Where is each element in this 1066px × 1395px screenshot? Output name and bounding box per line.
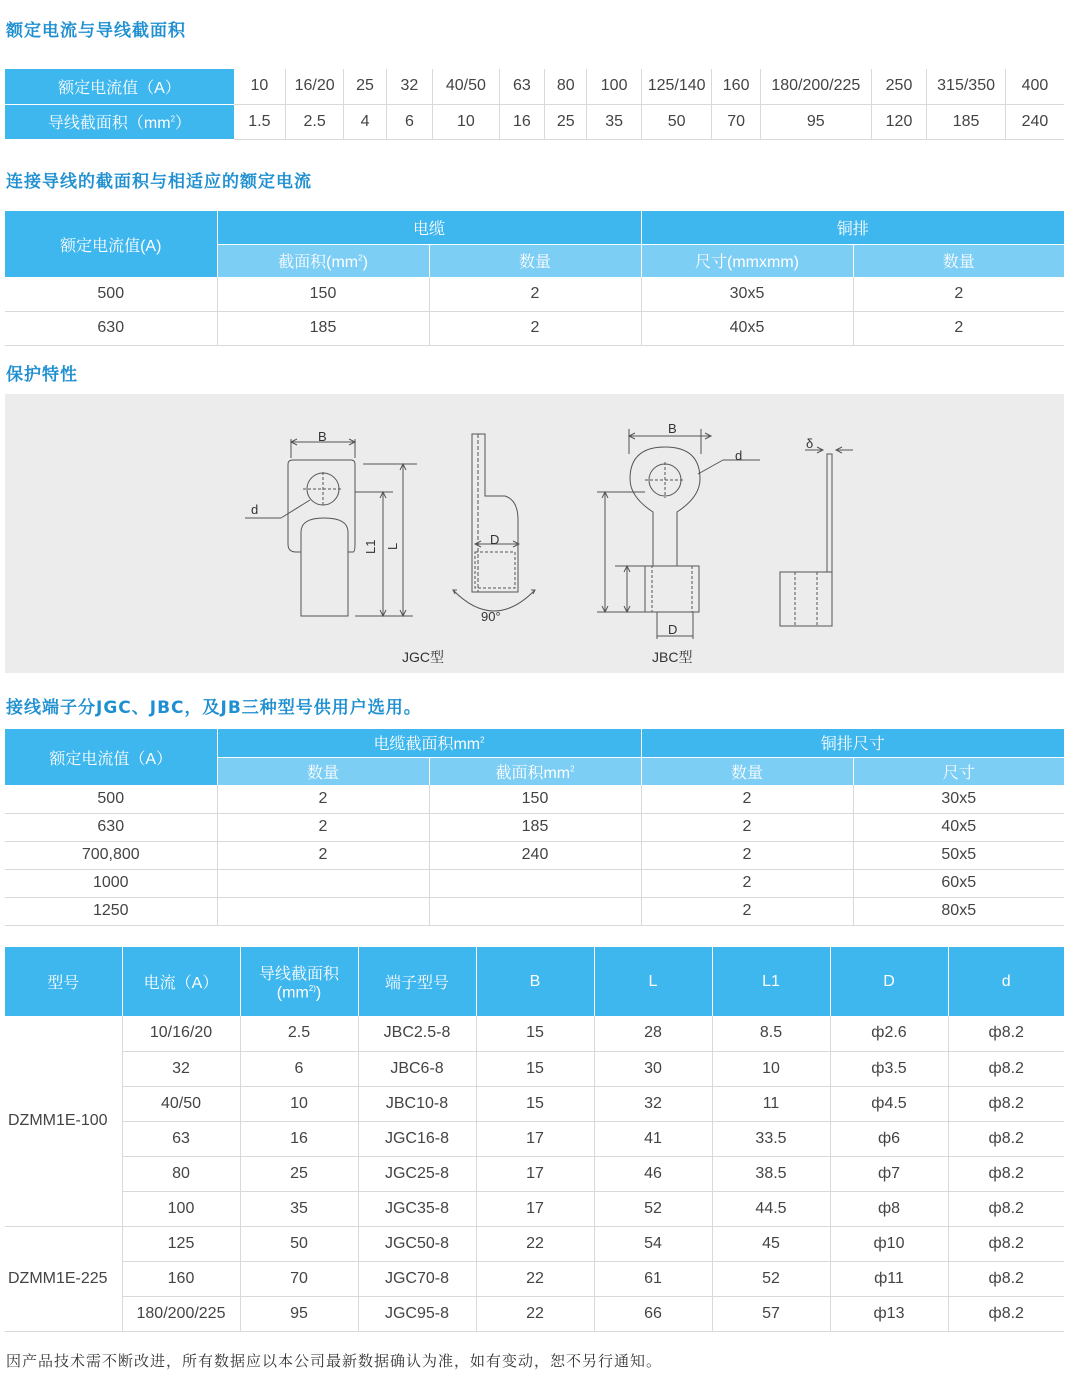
- table4-cell: ф2.6: [830, 1016, 948, 1051]
- terminal-diagram: [5, 394, 1064, 673]
- table4-cell: 52: [594, 1191, 712, 1226]
- table1-cell: 4: [344, 104, 386, 139]
- table2-cell: 30x5: [641, 277, 853, 311]
- table1-cell: 100: [587, 69, 641, 104]
- table3-header-area: 截面积$mm^2$: [429, 757, 641, 785]
- table1-cell: 160: [712, 69, 760, 104]
- section-title-terminal-types: 接线端子分JGC、JBC，及JB三种型号供用户选用。: [6, 698, 422, 718]
- table4-cell: 50: [240, 1226, 358, 1261]
- table4-cell: 66: [594, 1296, 712, 1331]
- table3-cell: 2: [217, 785, 429, 813]
- table1-cell: 16: [499, 104, 544, 139]
- table4-cell: ф13: [830, 1296, 948, 1331]
- table4-cell: 17: [476, 1156, 594, 1191]
- table1-cell: 80: [545, 69, 587, 104]
- table3-cell: 30x5: [853, 785, 1064, 813]
- table4-cell: 70: [240, 1261, 358, 1296]
- table3-cell: 500: [5, 785, 217, 813]
- table4-cell: 15: [476, 1086, 594, 1121]
- table3-cell: [217, 897, 429, 925]
- table1-cell: 40/50: [433, 69, 500, 104]
- table3-cell: 150: [429, 785, 641, 813]
- table4-cell: ф11: [830, 1261, 948, 1296]
- table2-cell: 2: [853, 277, 1064, 311]
- table3-cell: 2: [641, 869, 853, 897]
- table3-cell: [429, 897, 641, 925]
- table4-cell: 32: [594, 1086, 712, 1121]
- table4-cell: 11: [712, 1086, 830, 1121]
- table3-cell: 1000: [5, 869, 217, 897]
- table4-cell: ф8.2: [948, 1296, 1064, 1331]
- jgc-label-dia: D: [490, 532, 500, 547]
- table4-cell: 32: [122, 1051, 240, 1086]
- table4-cell: 28: [594, 1016, 712, 1051]
- table4-cell: 45: [712, 1226, 830, 1261]
- table3-header-qty: 数量: [217, 757, 429, 785]
- table1-cell: 400: [1005, 69, 1064, 104]
- table4-cell: 61: [594, 1261, 712, 1296]
- table4-header-area: 导线截面积 $(mm^{2)})$: [240, 947, 358, 1016]
- table4-cell: 30: [594, 1051, 712, 1086]
- table4-header-hole: d: [948, 947, 1064, 1016]
- table3-cell: [217, 869, 429, 897]
- table4-cell: 2.5: [240, 1016, 358, 1051]
- table-terminal-dimensions: [5, 947, 1064, 1332]
- jgc-slot: [301, 518, 348, 552]
- table1-cell: 185: [927, 104, 1006, 139]
- jbc-side-tongue: [827, 454, 832, 572]
- table2-header-qty2: 数量: [853, 244, 1064, 277]
- jgc-label-angle: 90°: [481, 609, 501, 624]
- table3-cell: 60x5: [853, 869, 1064, 897]
- table4-cell: JBC2.5-8: [358, 1016, 476, 1051]
- table4-cell: 8.5: [712, 1016, 830, 1051]
- table1-cell: 240: [1005, 104, 1064, 139]
- table1-cell: 125/140: [641, 69, 712, 104]
- section-title-cable-area: 连接导线的截面积与相适应的额定电流: [6, 172, 312, 192]
- table3-cell: 240: [429, 841, 641, 869]
- table1-cell: 10: [433, 104, 500, 139]
- table4-cell: JGC70-8: [358, 1261, 476, 1296]
- table2-cell: 2: [429, 277, 641, 311]
- table3-cell: 40x5: [853, 813, 1064, 841]
- table4-cell: 44.5: [712, 1191, 830, 1226]
- jgc-label-l: L: [385, 542, 400, 550]
- table4-cell: ф4.5: [830, 1086, 948, 1121]
- table4-cell: JGC50-8: [358, 1226, 476, 1261]
- table1-cell: 25: [545, 104, 587, 139]
- jgc-label-d: d: [251, 502, 259, 517]
- table4-group-model: DZMM1E-100: [5, 1016, 122, 1226]
- table1-cell: 25: [344, 69, 386, 104]
- table3-header-current: 额定电流值（A）: [5, 729, 217, 785]
- table2-cell: 150: [217, 277, 429, 311]
- table-row: [5, 277, 1064, 311]
- table1-row-label: 额定电流值（A）: [5, 69, 234, 104]
- table4-cell: 160: [122, 1261, 240, 1296]
- table4-header-current: 电流（A）: [122, 947, 240, 1016]
- table4-cell: ф3.5: [830, 1051, 948, 1086]
- table4-cell: 41: [594, 1121, 712, 1156]
- table2-cell: 2: [853, 311, 1064, 345]
- jbc-barrel: [645, 566, 699, 612]
- section-title-rated-current: 额定电流与导线截面积: [6, 21, 186, 41]
- section-title-protection: 保护特性: [6, 365, 78, 385]
- table4-cell: 17: [476, 1191, 594, 1226]
- table3-cell: 50x5: [853, 841, 1064, 869]
- table1-cell: 50: [641, 104, 712, 139]
- table4-cell: 80: [122, 1156, 240, 1191]
- table-row: [5, 1051, 1064, 1086]
- table3-cell: [429, 869, 641, 897]
- jbc-label-delta: δ: [806, 436, 814, 451]
- table4-header-b: B: [476, 947, 594, 1016]
- table4-cell: 17: [476, 1121, 594, 1156]
- table4-cell: 33.5: [712, 1121, 830, 1156]
- table4-cell: 22: [476, 1261, 594, 1296]
- table-terminal-options: [5, 729, 1064, 926]
- table4-cell: ф8.2: [948, 1016, 1064, 1051]
- table4-cell: JGC95-8: [358, 1296, 476, 1331]
- table1-cell: 16/20: [285, 69, 343, 104]
- table4-cell: 38.5: [712, 1156, 830, 1191]
- jbc-label-dia: D: [668, 622, 678, 637]
- table3-cell: 1250: [5, 897, 217, 925]
- table2-cell: 500: [5, 277, 217, 311]
- table-row: [5, 785, 1064, 813]
- table4-cell: ф8.2: [948, 1156, 1064, 1191]
- table4-cell: 95: [240, 1296, 358, 1331]
- table-row: [5, 841, 1064, 869]
- table1-cell: 120: [871, 104, 926, 139]
- table-row: [5, 311, 1064, 345]
- table-current-area: [5, 69, 1064, 140]
- table4-cell: 15: [476, 1016, 594, 1051]
- table3-cell: 2: [217, 841, 429, 869]
- table4-cell: JGC25-8: [358, 1156, 476, 1191]
- table4-header-model: 型号: [5, 947, 122, 1016]
- jbc-caption: JBC型: [652, 649, 693, 665]
- table4-cell: ф10: [830, 1226, 948, 1261]
- jgc-angle-arc: [453, 590, 535, 611]
- table1-cell: 10: [234, 69, 285, 104]
- table4-cell: ф6: [830, 1121, 948, 1156]
- table4-cell: ф8.2: [948, 1226, 1064, 1261]
- table4-cell: ф8.2: [948, 1086, 1064, 1121]
- table3-cell: 2: [641, 841, 853, 869]
- jgc-side-outline: [472, 434, 518, 592]
- table3-cell: 185: [429, 813, 641, 841]
- table2-cell: 40x5: [641, 311, 853, 345]
- table4-cell: 63: [122, 1121, 240, 1156]
- table2-header-size: 尺寸(mmxmm): [641, 244, 853, 277]
- table1-cell: 70: [712, 104, 760, 139]
- jgc-label-l1: L1: [363, 539, 378, 554]
- table3-cell: 2: [641, 785, 853, 813]
- table3-cell: 2: [641, 813, 853, 841]
- table-row: [5, 1296, 1064, 1331]
- table4-cell: 6: [240, 1051, 358, 1086]
- table-cable-busbar: [5, 211, 1064, 346]
- table1-cell: 315/350: [927, 69, 1006, 104]
- table4-cell: ф8.2: [948, 1051, 1064, 1086]
- table-row: [5, 897, 1064, 925]
- table1-cell: 35: [587, 104, 641, 139]
- table-row: [5, 1191, 1064, 1226]
- table3-cell: 2: [217, 813, 429, 841]
- table2-header-area: 截面积$(mm^2)$: [217, 244, 429, 277]
- table3-cell: 700,800: [5, 841, 217, 869]
- table4-cell: 52: [712, 1261, 830, 1296]
- table1-cell: 32: [386, 69, 432, 104]
- table1-cell: 250: [871, 69, 926, 104]
- table3-header-qty2: 数量: [641, 757, 853, 785]
- table2-header-busbar: 铜排: [641, 211, 1064, 244]
- table4-cell: 22: [476, 1296, 594, 1331]
- table4-cell: 16: [240, 1121, 358, 1156]
- table4-cell: 180/200/225: [122, 1296, 240, 1331]
- jgc-label-b: B: [318, 429, 327, 444]
- table4-cell: ф7: [830, 1156, 948, 1191]
- jbc-label-b: B: [668, 421, 677, 436]
- table4-cell: 35: [240, 1191, 358, 1226]
- table1-cell: 63: [499, 69, 544, 104]
- table-row: [5, 1121, 1064, 1156]
- jbc-label-d: d: [735, 448, 743, 463]
- table4-cell: 22: [476, 1226, 594, 1261]
- table4-cell: ф8.2: [948, 1261, 1064, 1296]
- terminal-drawing: [5, 394, 1064, 673]
- table4-cell: 125: [122, 1226, 240, 1261]
- table-row: [5, 869, 1064, 897]
- footer-note: 因产品技术需不断改进，所有数据应以本公司最新数据确认为准，如有变动，恕不另行通知。: [6, 1352, 663, 1370]
- table2-cell: 2: [429, 311, 641, 345]
- table4-group-model: DZMM1E-225: [5, 1226, 122, 1331]
- table4-cell: 100: [122, 1191, 240, 1226]
- table2-header-qty: 数量: [429, 244, 641, 277]
- table4-cell: 40/50: [122, 1086, 240, 1121]
- table-row: [5, 813, 1064, 841]
- table3-header-size: 尺寸: [853, 757, 1064, 785]
- table4-cell: 57: [712, 1296, 830, 1331]
- table4-cell: ф8.2: [948, 1121, 1064, 1156]
- table3-cell: 80x5: [853, 897, 1064, 925]
- table3-header-busbar: 铜排尺寸: [641, 729, 1064, 757]
- table4-cell: JBC10-8: [358, 1086, 476, 1121]
- table4-cell: JGC16-8: [358, 1121, 476, 1156]
- table2-header-cable: 电缆: [217, 211, 641, 244]
- table-row: [5, 1156, 1064, 1191]
- table-row: [5, 1086, 1064, 1121]
- table2-cell: 185: [217, 311, 429, 345]
- table4-cell: 15: [476, 1051, 594, 1086]
- table4-cell: 46: [594, 1156, 712, 1191]
- table1-cell: 1.5: [234, 104, 285, 139]
- table4-cell: ф8.2: [948, 1191, 1064, 1226]
- table3-header-cable: 电缆截面积$mm^2$: [217, 729, 641, 757]
- table1-cell: 6: [386, 104, 432, 139]
- table-row: [5, 1226, 1064, 1261]
- table4-cell: 10/16/20: [122, 1016, 240, 1051]
- jbc-side-barrel: [780, 572, 832, 626]
- table-row: [5, 1261, 1064, 1296]
- table1-row-current: [5, 69, 1064, 104]
- table4-cell: JGC35-8: [358, 1191, 476, 1226]
- table4-cell: ф8: [830, 1191, 948, 1226]
- table-row: [5, 1016, 1064, 1051]
- table2-header-current: 额定电流值(A): [5, 211, 217, 277]
- table4-cell: 25: [240, 1156, 358, 1191]
- table4-cell: 10: [240, 1086, 358, 1121]
- table4-cell: JBC6-8: [358, 1051, 476, 1086]
- table1-cell: 95: [760, 104, 871, 139]
- table4-header-terminal: 端子型号: [358, 947, 476, 1016]
- table4-header-l1: L1: [712, 947, 830, 1016]
- table1-row-label: 导线截面积$(mm^2)$: [5, 104, 234, 139]
- table2-cell: 630: [5, 311, 217, 345]
- table1-cell: 2.5: [285, 104, 343, 139]
- table3-cell: 630: [5, 813, 217, 841]
- table1-row-area: [5, 104, 1064, 139]
- table3-cell: 2: [641, 897, 853, 925]
- table1-cell: 180/200/225: [760, 69, 871, 104]
- jgc-caption: JGC型: [402, 649, 444, 665]
- table4-header-l: L: [594, 947, 712, 1016]
- table4-cell: 54: [594, 1226, 712, 1261]
- jgc-front-outline: [288, 460, 355, 616]
- table4-header-dia: D: [830, 947, 948, 1016]
- table4-cell: 10: [712, 1051, 830, 1086]
